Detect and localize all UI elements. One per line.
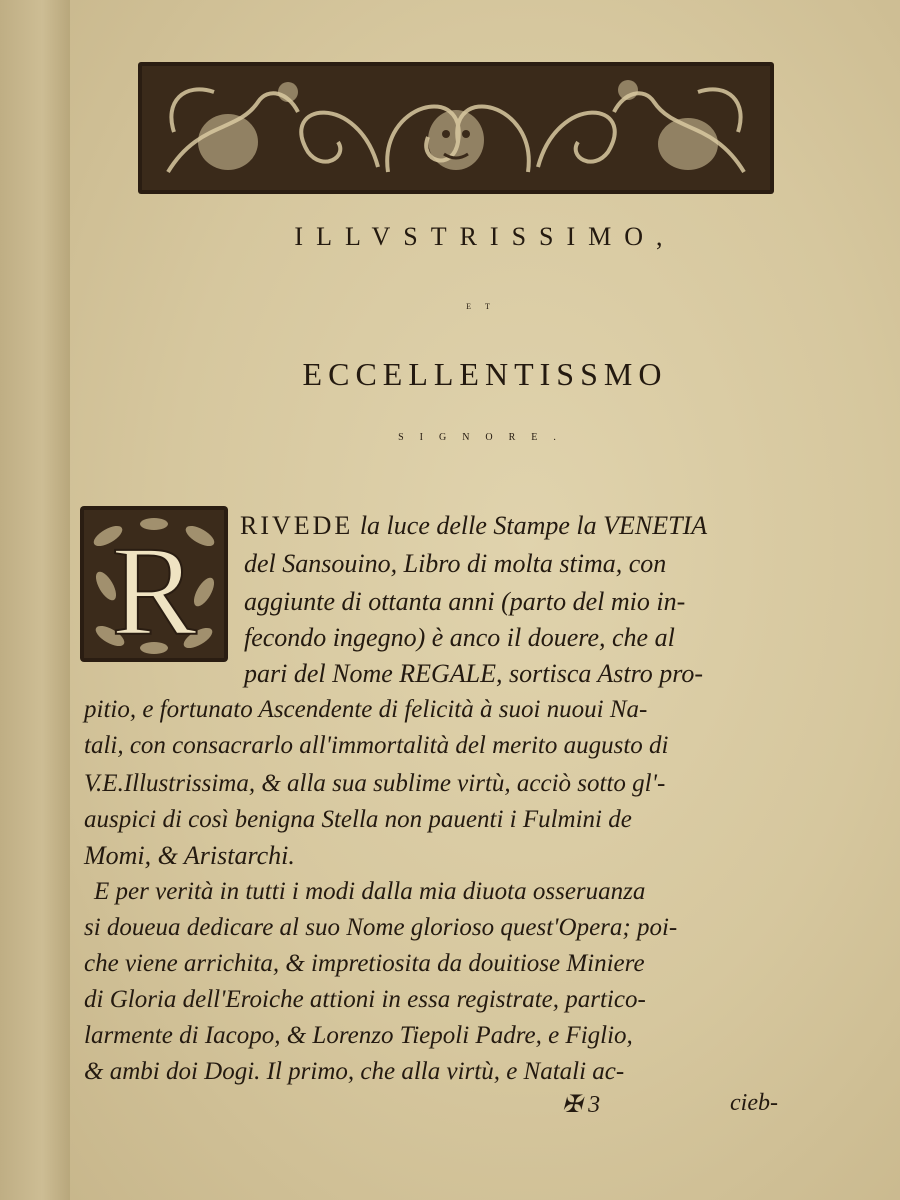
text-line-16: & ambi doi Dogi. Il primo, che alla virtù, e Natali ac- (84, 1058, 625, 1085)
title-line-4: SIGNORE. (398, 432, 572, 443)
decorated-initial-r (80, 506, 228, 662)
text-line-5: pari del Nome REGALE, sortisca Astro pro- (244, 659, 704, 688)
text-line-7: tali, con consacrarlo all'immortalità del merito augusto di (84, 732, 669, 759)
opening-word: RIVEDE (240, 511, 354, 540)
text-line-4: fecondo ingegno) è anco il douere, che al (244, 623, 675, 652)
text-line-12: si doueua dedicare al suo Nome glorioso quest'Opera; poi- (84, 914, 678, 941)
text-line-11: E per verità in tutti i modi dalla mia diuota osseruanza (94, 878, 646, 905)
text-line-2: del Sansouino, Libro di molta stima, con (244, 549, 667, 578)
text-line-1 (240, 510, 707, 542)
title-line-3: ECCELLENTISSMO (302, 356, 668, 392)
signature-mark: ✠ 3 (562, 1092, 601, 1118)
text-line-10: Momi, & Aristarchi. (84, 841, 295, 870)
title-line-1: ILLVSTRISSIMO, (294, 222, 676, 251)
text-line-15: larmente di Iacopo, & Lorenzo Tiepoli Padre, e Figlio, (84, 1022, 633, 1049)
text-line-8: V.E.Illustrissima, & alla sua sublime virtù, acciò sotto gl'- (84, 770, 666, 797)
woodcut-headpiece (138, 62, 774, 194)
svg-text:R: R (111, 520, 197, 662)
text-line-1-rest: la luce delle Stampe la VENETIA (359, 511, 708, 540)
text-line-3: aggiunte di ottanta anni (parto del mio in- (244, 587, 686, 616)
text-line-9: auspici di così benigna Stella non pauenti i Fulmini de (84, 806, 632, 833)
title-line-2: ET (466, 302, 504, 311)
text-line-14: di Gloria dell'Eroiche attioni in essa registrate, partico- (84, 986, 646, 1013)
text-line-13: che viene arrichita, & impretiosita da douitiose Miniere (84, 950, 645, 977)
catchword: cieb- (730, 1090, 778, 1116)
facing-page-edge (0, 0, 70, 1200)
text-line-6: pitio, e fortunato Ascendente di felicità à suoi nuoui Na- (84, 696, 648, 723)
